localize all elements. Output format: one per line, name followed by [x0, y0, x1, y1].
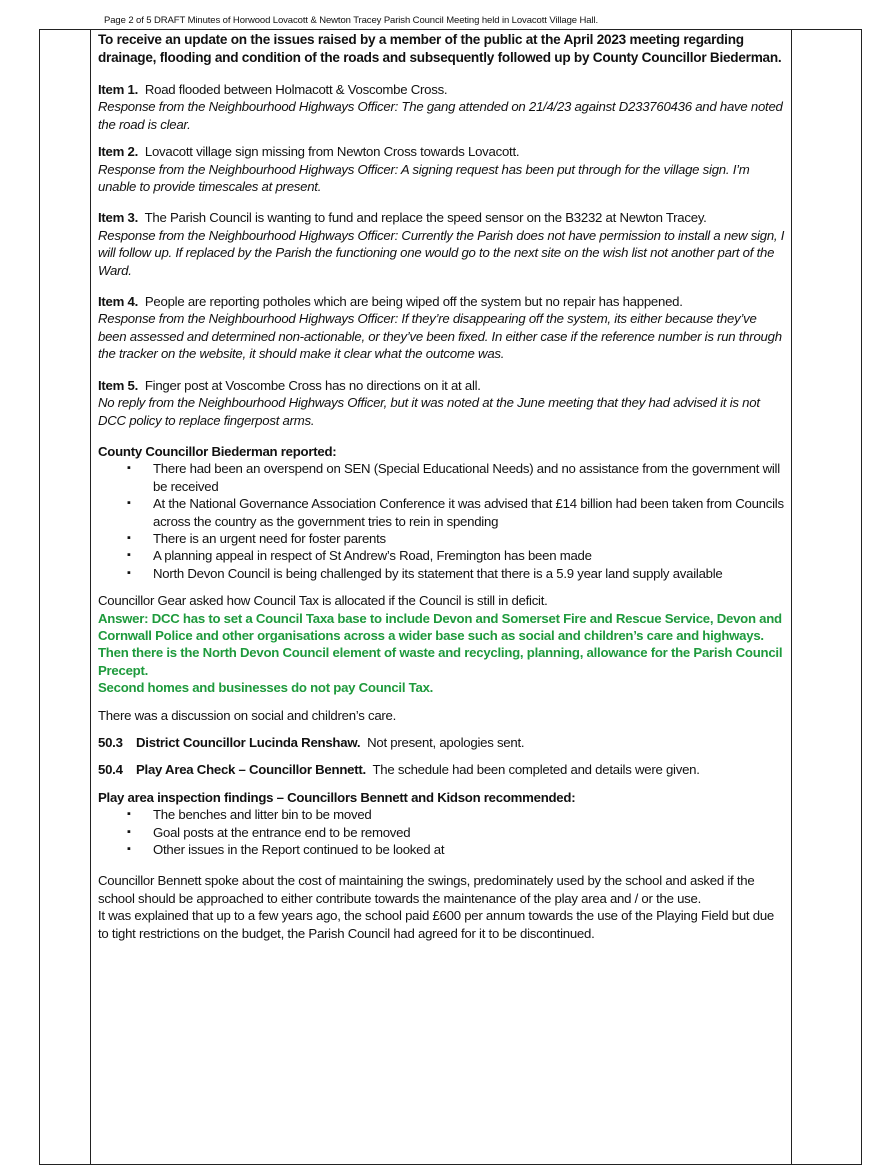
list-item: ▪ The benches and litter bin to be moved — [98, 806, 786, 823]
section-number: 50.4 — [98, 762, 123, 778]
section-title: Play Area Check – Councillor Bennett. — [136, 762, 366, 778]
answer-paragraph: Answer: DCC has to set a Council Taxa base to include Devon and Somerset Fire and Rescue Service, Devon and Cornwall Police and other organisations across a wider base such as social and children’s care and highways. — [98, 610, 782, 643]
answer-paragraph: Second homes and businesses do not pay Council Tax. — [98, 680, 434, 696]
column-divider-left — [90, 30, 91, 1164]
column-divider-right — [791, 30, 792, 1164]
list-item: ▪ At the National Governance Association Conference it was advised that £14 billion had been taken from Councils across the country as the government tries to rein in spending — [98, 495, 786, 530]
item-text: People are reporting potholes which are being wiped off the system but no repair has happened. — [144, 294, 683, 310]
item-response: Response from the Neighbourhood Highways Officer: If they’re disappearing off the system, its either because they’ve been assessed and determined non-actionable, or they’ve been fixed. In either case if the reference number is run through the tracker on the website, it should make it clear what the outcome was. — [98, 311, 782, 362]
item-text: Finger post at Voscombe Cross has no directions on it at all. — [144, 377, 481, 393]
list-item: ▪ There had been an overspend on SEN (Special Educational Needs) and no assistance from the government will be received — [98, 460, 786, 495]
item-response: Response from the Neighbourhood Highways Officer: A signing request has been put through for the village sign. I’m unable to provide timescales at present. — [98, 161, 750, 195]
section-title: District Councillor Lucinda Renshaw. — [136, 735, 361, 750]
item-label: Item 1. — [98, 82, 139, 97]
item-text: The Parish Council is wanting to fund and replace the speed sensor on the B3232 at Newton Tracey. — [144, 210, 707, 226]
item-3 — [98, 209, 786, 279]
section-text: Not present, apologies sent. — [367, 735, 525, 750]
page-header: Page 2 of 5 DRAFT Minutes of Horwood Lovacott & Newton Tracey Parish Council Meeting held in Lovacott Village Hall. — [104, 15, 599, 26]
item-label: Item 5. — [98, 377, 139, 393]
intro-heading: To receive an update on the issues raised by a member of the public at the April 2023 meeting regarding drainage, flooding and condition of the roads and subsequently followed up by County Councillor Biederman. — [98, 32, 782, 65]
list-item: ▪ Goal posts at the entrance end to be removed — [98, 824, 786, 841]
discussion-note: There was a discussion on social and children’s care. — [98, 707, 397, 723]
list-item: ▪ There is an urgent need for foster parents — [98, 530, 786, 547]
item-text: Road flooded between Holmacott & Voscombe Cross. — [144, 82, 448, 97]
section-50-4 — [98, 761, 786, 778]
section-number: 50.3 — [98, 735, 123, 750]
answer-paragraph: Then there is the North Devon Council element of waste and recycling, planning, allowance for the Parish Council Precept. — [98, 645, 783, 678]
county-bullet-list — [98, 460, 786, 582]
item-response: No reply from the Neighbourhood Highways Officer, but it was noted at the June meeting that they had advised it is not DCC policy to replace fingerpost arms. — [98, 395, 760, 428]
minutes-content — [98, 31, 786, 942]
item-label: Item 4. — [98, 294, 139, 310]
item-response: Response from the Neighbourhood Highways Officer: The gang attended on 21/4/23 against D233760436 and have noted the road is clear. — [98, 99, 783, 132]
item-response: Response from the Neighbourhood Highways Officer: Currently the Parish does not have permission to install a new sign, I will follow up. If replaced by the Parish the functioning one would go to the next site on the wish list not another part of the Ward. — [98, 227, 785, 278]
item-1 — [98, 81, 786, 133]
list-item: ▪ Other issues in the Report continued to be looked at — [98, 841, 786, 858]
council-tax-question: Councillor Gear asked how Council Tax is allocated if the Council is still in deficit. — [98, 593, 548, 609]
closing-paragraph: It was explained that up to a few years ago, the school paid £600 per annum towards the use of the Playing Field but due to tight restrictions on the budget, the Parish Council had agreed for it to be discontinued. — [98, 908, 774, 941]
item-text: Lovacott village sign missing from Newton Cross towards Lovacott. — [144, 144, 520, 160]
item-5 — [98, 377, 786, 429]
item-2 — [98, 143, 786, 195]
list-item: ▪ North Devon Council is being challenged by its statement that there is a 5.9 year land supply available — [98, 565, 786, 582]
section-text: The schedule had been completed and details were given. — [372, 762, 700, 778]
play-area-bullet-list — [98, 806, 786, 858]
play-area-heading: Play area inspection findings – Councillors Bennett and Kidson recommended: — [98, 789, 576, 805]
closing-paragraph: Councillor Bennett spoke about the cost of maintaining the swings, predominately used by the school and asked if the school should be approached to either contribute towards the maintenance of the play area and / or the use. — [98, 873, 755, 906]
county-heading: County Councillor Biederman reported: — [98, 443, 337, 459]
item-label: Item 3. — [98, 210, 139, 226]
list-item: ▪ A planning appeal in respect of St Andrew’s Road, Fremington has been made — [98, 547, 786, 564]
item-label: Item 2. — [98, 144, 139, 160]
section-50-3 — [98, 734, 786, 751]
item-4 — [98, 293, 786, 363]
